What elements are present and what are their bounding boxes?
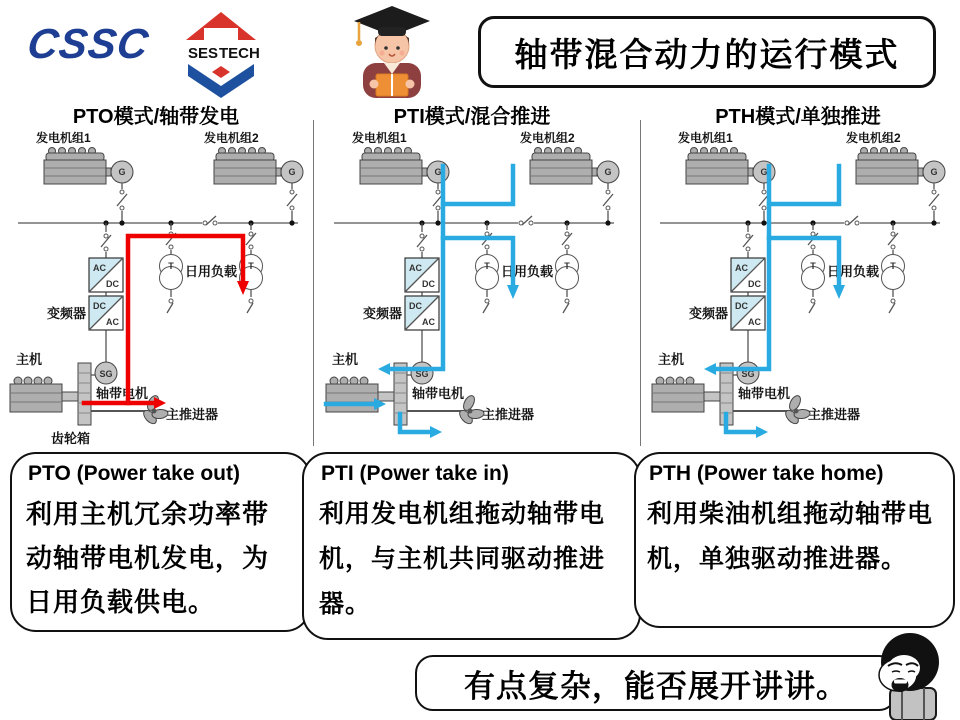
gearbox-label: 齿轮箱 (51, 431, 91, 446)
flow-arrow-left (704, 363, 716, 375)
bubble-pth-title: PTH (Power take home) (649, 462, 884, 485)
diagram-pth-schematic (648, 126, 948, 456)
frequency-converter (689, 258, 765, 330)
generator-g: G (288, 167, 296, 177)
diagram-pto-schematic (6, 126, 306, 456)
transformer-t: T (248, 261, 254, 271)
daily-load-feeders (476, 255, 579, 290)
propulsion-train (652, 352, 860, 426)
diagram-pto-title: PTO模式/轴带发电 (72, 106, 240, 128)
main-engine-label: 主机 (658, 352, 685, 367)
frequency-converter (47, 258, 123, 330)
slide-title: 轴带混合动力的运行模式 (514, 35, 900, 73)
bubble-pti-body: 利用发电机组拖动轴带电机，与主机共同驱动推进器。 (319, 500, 606, 618)
flow-arrow-right (430, 426, 442, 438)
question-text: 有点复杂，能否展开讲讲。 (464, 668, 848, 704)
transformer-t: T (484, 261, 490, 271)
diagram-pti (322, 100, 622, 461)
diagram-pto (6, 100, 306, 461)
meme-character-icon (852, 626, 960, 720)
daily-load-label: 日用负载 (184, 264, 238, 279)
propulsion-train (326, 352, 534, 426)
generator-g: G (604, 167, 612, 177)
sestech-text-ses: SES (188, 45, 219, 62)
main-engine-label: 主机 (16, 352, 43, 367)
transformer-t: T (810, 261, 816, 271)
propeller-label: 主推进器 (482, 407, 535, 422)
generator-set-1 (677, 130, 775, 184)
transformer-t: T (564, 261, 570, 271)
converter-ac: AC (409, 263, 422, 273)
shaft-motor-sg: SG (741, 369, 755, 379)
diagram-pth (648, 100, 948, 461)
flow-arrow-right (154, 397, 166, 409)
converter-dc: DC (106, 279, 119, 289)
gen1-label: 发电机组1 (36, 131, 91, 145)
converter-ac: AC (422, 317, 435, 327)
generator-set-1 (35, 130, 133, 184)
converter-dc: DC (93, 301, 106, 311)
sestech-logo (176, 10, 266, 98)
graduate-mascot-icon (348, 4, 436, 98)
generator-set-2 (845, 130, 945, 184)
gen1-label: 发电机组1 (678, 131, 733, 145)
generator-g: G (930, 167, 938, 177)
flow-arrow-down (833, 285, 845, 299)
converter-dc: DC (409, 301, 422, 311)
column-divider (640, 120, 641, 446)
daily-load-label: 日用负载 (500, 264, 554, 279)
propulsion-train (10, 352, 218, 446)
propeller-label: 主推进器 (808, 407, 861, 422)
bubble-pth-body: 利用柴油机组拖动轴带电机，单独驱动推进器。 (647, 500, 934, 573)
bubble-pti-title: PTI (Power take in) (321, 462, 509, 485)
generator-set-2 (519, 130, 619, 184)
diagram-pth-title: PTH模式/单独推进 (715, 106, 881, 128)
gen2-label: 发电机组2 (204, 131, 259, 145)
converter-label: 变频器 (362, 306, 402, 321)
bubble-pth (634, 452, 955, 628)
column-divider (313, 120, 314, 446)
converter-label: 变频器 (688, 306, 728, 321)
shaft-motor-sg: SG (99, 369, 113, 379)
converter-ac: AC (735, 263, 748, 273)
propeller-label: 主推进器 (166, 407, 219, 422)
main-engine-label: 主机 (332, 352, 359, 367)
generator-g: G (434, 167, 442, 177)
generator-set-2 (203, 130, 303, 184)
bubble-pto (10, 452, 311, 632)
slide-title-box (478, 16, 936, 88)
converter-label: 变频器 (46, 306, 86, 321)
shaft-motor-label: 轴带电机 (96, 386, 149, 401)
question-bubble (415, 655, 897, 711)
daily-load-label: 日用负载 (826, 264, 880, 279)
bubble-pti (302, 452, 641, 640)
frequency-converter (363, 258, 439, 330)
shaft-motor-label: 轴带电机 (412, 386, 465, 401)
diagram-pti-title: PTI模式/混合推进 (393, 106, 551, 128)
flow-arrow-right (756, 426, 768, 438)
converter-dc: DC (748, 279, 761, 289)
flow-arrow-down (507, 285, 519, 299)
shaft-motor-sg: SG (415, 369, 429, 379)
gen2-label: 发电机组2 (520, 131, 575, 145)
cssc-logo: CSSC (24, 20, 153, 67)
converter-ac: AC (748, 317, 761, 327)
bubble-pto-title: PTO (Power take out) (28, 462, 240, 485)
transformer-t: T (168, 261, 174, 271)
gen2-label: 发电机组2 (846, 131, 901, 145)
flow-arrow-left (378, 363, 390, 375)
converter-dc: DC (735, 301, 748, 311)
converter-ac: AC (106, 317, 119, 327)
bubble-pto-body: 利用主机冗余功率带动轴带电机发电，为日用负载供电。 (26, 499, 270, 617)
generator-g: G (118, 167, 126, 177)
sestech-roof-icon (186, 12, 256, 40)
diagram-pti-schematic (322, 126, 622, 456)
sestech-text-tech: TECH (219, 45, 260, 62)
daily-load-feeders (802, 255, 905, 290)
shaft-motor-label: 轴带电机 (738, 386, 791, 401)
generator-set-1 (351, 130, 449, 184)
generator-g: G (760, 167, 768, 177)
sestech-diamond-icon (212, 66, 230, 78)
converter-ac: AC (93, 263, 106, 273)
converter-dc: DC (422, 279, 435, 289)
transformer-t: T (890, 261, 896, 271)
gen1-label: 发电机组1 (352, 131, 407, 145)
